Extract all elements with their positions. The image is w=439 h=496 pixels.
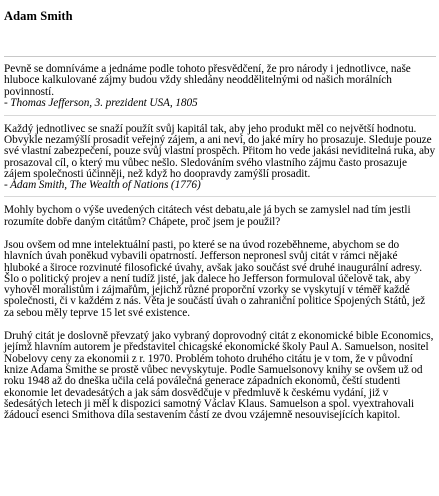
body-paragraph-3: Druhý citát je doslovně převzatý jako vybraný doprovodný citát z ekonomické bible Economics, jejímž hlavním autorem je představitel chicagské ekonomické školy Paul A. Samuelson, nositel Nobelovy ceny za ekonomii z r. 1970. Problém tohoto druhého citátu je v tom, že v původní knize Adama Smithe se prostě vůbec nevyskytuje. Podle Samuelsonovy knihy se ovšem už od roku 1948 až do dneška učila celá poválečná generace západních ekonomů, čeští studenti ekonomie let devadesátých a jak sám dosvědčuje v předmluvě k českému vydání, již v šedesátých letech ji měl k dispozici samotný Václav Klaus. Samuelson a spol. vyextrahovali žádoucí esenci Smithova díla sestavením částí ze dvou vzájemně nesouvisejících kapitol. [4,330,434,422]
body-section [4,196,436,421]
quote-text [4,64,436,110]
quote-text [4,124,436,192]
quote-body: Každý jednotlivec se snaží použít svůj kapitál tak, aby jeho produkt měl co největší hodnotu. Obvykle nezamýšlí prosadit veřejný zájem, a ani neví, do jaké míry ho prosazuje. Sleduje pouze své vlastní zabezpečení, pouze svůj vlastní prospěch. Přitom ho vede jakási neviditelná ruka, aby prosazoval cíl, o který mu vůbec nešlo. Sledováním svého vlastního zájmu často prosazuje zájem společnosti účinněji, než když ho doopravdy zamýšlí prosadit. [4,122,436,180]
jefferson-quote [4,56,436,110]
quote-body: Pevně se domníváme a jednáme podle tohoto přesvědčení, že pro národy i jednotlivce, naše hluboce kalkulované zájmy budou vždy shledány neoddělitelnými od našich morálních povinností. [4,63,411,98]
title-spacer [4,35,436,50]
body-paragraph-2: Jsou ovšem od mne intelektuální pasti, po které se na úvod rozeběhneme, abychom se do hlavních úvah poněkud vybavili opatrností. Jefferson nepronesl svůj citát v rámci nějaké hluboké a široce rozvinuté filosofické úvahy, avšak jako součást své druhé inaugurální adresy. Šlo o politický projev a není tudíž jisté, jak dalece ho Jefferson formuloval účelově tak, aby vyhověl moralistům i zájmařům, jejichž různé proporční vzorky se vyskytují v téměř každé společnosti, či v každém z nás. Věta je součástí úvah o zahraniční politice Spojených Států, jež za sebou měly teprve 15 let své existence. [4,239,426,319]
quote-attribution: - Adam Smith, The Wealth of Nations (1776) [4,179,201,192]
smith-quote [4,115,436,192]
quote-attribution: - Thomas Jefferson, 3. prezident USA, 1805 [4,97,198,110]
body-paragraph-1: Mohly bychom o výše uvedených citátech vést debatu,ale já bych se zamyslel nad tím jestli rozumíte dobře daným citátům? Chápete, proč jsem je použil? [4,204,411,228]
document-title: Adam Smith [4,9,73,23]
document [4,0,436,421]
